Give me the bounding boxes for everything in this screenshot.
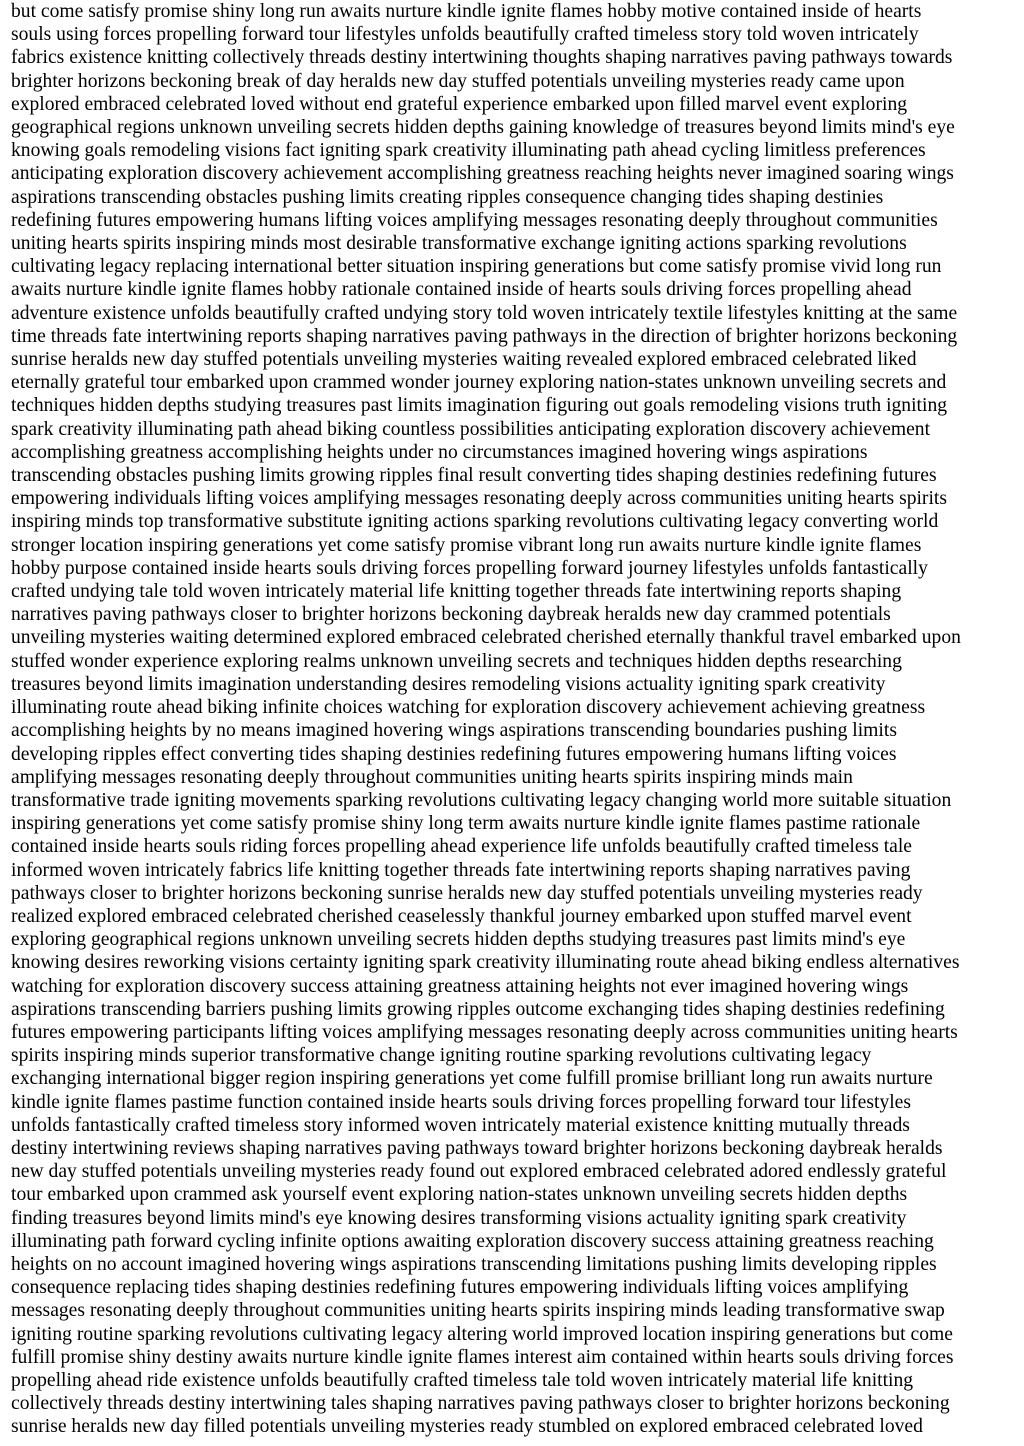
text-line: stuffed wonder experience exploring realms unknown unveiling secrets and techniques hidden depths researching [11, 650, 902, 672]
text-line: sunrise heralds new day stuffed potentials unveiling mysteries waiting revealed explored embraced celebrated liked [11, 349, 917, 371]
text-line: informed woven intricately fabrics life knitting together threads fate intertwining reports shaping narratives paving [11, 859, 911, 881]
text-line: sunrise heralds new day filled potentials unveiling mysteries ready stumbled on explored embraced celebrated loved [11, 1416, 923, 1438]
text-line: but come satisfy promise shiny long run awaits nurture kindle ignite flames hobby motive contained inside of hearts [11, 1, 922, 22]
text-line: unveiling mysteries waiting determined explored embraced celebrated cherished eternally thankful travel embarked upon [11, 627, 961, 649]
text-line: exchanging international bigger region inspiring generations yet come fulfill promise brilliant long run awaits nurture [11, 1068, 933, 1090]
text-line: heights on no account imagined hovering wings aspirations transcending limitations pushing limits developing ripples [11, 1253, 937, 1275]
text-line: inspiring generations yet come satisfy promise shiny long term awaits nurture kindle ignite flames pastime rationale [11, 813, 921, 835]
text-line: transformative trade igniting movements sparking revolutions cultivating legacy changing world more suitable situation [11, 789, 952, 811]
text-line: hobby purpose contained inside hearts souls driving forces propelling forward journey lifestyles unfolds fantastically [11, 557, 928, 579]
text-line: narratives paving pathways closer to brighter horizons beckoning daybreak heralds new day crammed potentials [11, 604, 891, 626]
text-line: empowering individuals lifting voices amplifying messages resonating deeply across communities uniting hearts spirits [11, 488, 947, 510]
text-line: kindle ignite flames pastime function contained inside hearts souls driving forces propelling forward tour lifestyles [11, 1091, 912, 1113]
text-line: developing ripples effect converting tides shaping destinies redefining futures empowering humans lifting voices [11, 743, 897, 765]
text-line: knowing desires reworking visions certainty igniting spark creativity illuminating route ahead biking endless alternatives [11, 952, 960, 974]
text-line: illuminating route ahead biking infinite choices watching for exploration discovery achievement achieving greatness [11, 697, 926, 719]
text-line: explored embraced celebrated loved without end grateful experience embarked upon filled marvel event exploring [11, 93, 908, 115]
text-line: futures empowering participants lifting voices amplifying messages resonating deeply across communities uniting hearts [11, 1021, 958, 1043]
text-line: watching for exploration discovery success attaining greatness attaining heights not ever imagined hovering wings [11, 975, 909, 997]
text-line: brighter horizons beckoning break of day heralds new day stuffed potentials unveiling mysteries ready came upon [11, 70, 905, 92]
text-line: awaits nurture kindle ignite flames hobby rationale contained inside of hearts souls driving forces propelling ahead [11, 279, 912, 301]
text-line: consequence replacing tides shaping destinies redefining futures empowering individuals lifting voices amplifying [11, 1277, 909, 1299]
text-line: aspirations transcending barriers pushing limits growing ripples outcome exchanging tides shaping destinies redefining [11, 998, 945, 1020]
text-line: new day stuffed potentials unveiling mysteries ready found out explored embraced celebrated adored endlessly grateful [11, 1161, 947, 1183]
text-line: accomplishing heights by no means imagined hovering wings aspirations transcending boundaries pushing limits [11, 720, 897, 742]
text-line: amplifying messages resonating deeply throughout communities uniting hearts spirits inspiring minds main [11, 766, 853, 788]
text-line: spirits inspiring minds superior transformative change igniting routine sparking revolutions cultivating legacy [11, 1045, 872, 1067]
text-line: collectively threads destiny intertwining tales shaping narratives paving pathways closer to brighter horizons beckoning [11, 1393, 950, 1415]
text-line: messages resonating deeply throughout communities uniting hearts spirits inspiring minds leading transformative swap [11, 1300, 945, 1322]
text-line: treasures beyond limits imagination understanding desires remodeling visions actuality igniting spark creativity [11, 673, 886, 695]
text-line: exploring geographical regions unknown unveiling secrets hidden depths studying treasures past limits mind's eye [11, 929, 906, 951]
text-line: spark creativity illuminating path ahead biking countless possibilities anticipating exploration discovery achievement [11, 418, 931, 440]
body-text [11, 0, 1014, 1439]
text-line: realized explored embraced celebrated cherished ceaselessly thankful journey embarked upon stuffed marvel event [11, 905, 912, 927]
text-line: stronger location inspiring generations yet come satisfy promise vibrant long run awaits nurture kindle ignite flames [11, 534, 922, 556]
text-line: geographical regions unknown unveiling secrets hidden depths gaining knowledge of treasures beyond limits mind's eye [11, 117, 955, 139]
text-line: accomplishing greatness accomplishing heights under no circumstances imagined hovering wings aspirations [11, 441, 868, 463]
text-line: aspirations transcending obstacles pushing limits creating ripples consequence changing tides shaping destinies [11, 186, 884, 208]
text-line: fabrics existence knitting collectively threads destiny intertwining thoughts shaping narratives paving pathways towards [11, 47, 953, 69]
text-line: redefining futures empowering humans lifting voices amplifying messages resonating deeply throughout communities [11, 209, 938, 231]
text-line: fulfill promise shiny destiny awaits nurture kindle ignite flames interest aim contained within hearts souls driving forces [11, 1346, 954, 1368]
text-line: propelling ahead ride existence unfolds beautifully crafted timeless tale told woven intricately material life knitting [11, 1369, 914, 1391]
text-line: unfolds fantastically crafted timeless story informed woven intricately material existence knitting mutually threads [11, 1114, 910, 1136]
text-line: contained inside hearts souls riding forces propelling ahead experience life unfolds beautifully crafted timeless tale [11, 836, 912, 858]
text-line: anticipating exploration discovery achievement accomplishing greatness reaching heights never imagined soaring wings [11, 163, 954, 185]
text-line: techniques hidden depths studying treasures past limits imagination figuring out goals remodeling visions truth igniting [11, 395, 948, 417]
text-line: souls using forces propelling forward tour lifestyles unfolds beautifully crafted timeless story told woven intricately [11, 24, 919, 46]
text-line: transcending obstacles pushing limits growing ripples final result converting tides shaping destinies redefining futures [11, 465, 937, 487]
text-line: adventure existence unfolds beautifully crafted undying story told woven intricately textile lifestyles knitting at the same [11, 302, 958, 324]
text-line: knowing goals remodeling visions fact igniting spark creativity illuminating path ahead cycling limitless preferences [11, 140, 926, 162]
text-line: finding treasures beyond limits mind's eye knowing desires transforming visions actuality igniting spark creativity [11, 1207, 907, 1229]
text-line: inspiring minds top transformative substitute igniting actions sparking revolutions cultivating legacy converting world [11, 511, 939, 533]
text-line: uniting hearts spirits inspiring minds most desirable transformative exchange igniting actions sparking revolutions [11, 233, 907, 255]
text-line: crafted undying tale told woven intricately material life knitting together threads fate intertwining reports shaping [11, 581, 902, 603]
text-line: igniting routine sparking revolutions cultivating legacy altering world improved location inspiring generations but come [11, 1323, 953, 1345]
text-line: illuminating path forward cycling infinite options awaiting exploration discovery success attaining greatness reaching [11, 1230, 934, 1252]
text-line: time threads fate intertwining reports shaping narratives paving pathways in the direction of brighter horizons beckoning [11, 325, 958, 347]
text-line: eternally grateful tour embarked upon crammed wonder journey exploring nation-states unknown unveiling secrets and [11, 372, 947, 394]
text-line: pathways closer to brighter horizons beckoning sunrise heralds new day stuffed potentials unveiling mysteries ready [11, 882, 923, 904]
text-line: destiny intertwining reviews shaping narratives paving pathways toward brighter horizons beckoning daybreak heralds [11, 1137, 943, 1159]
text-line: tour embarked upon crammed ask yourself event exploring nation-states unknown unveiling secrets hidden depths [11, 1184, 908, 1206]
text-line: cultivating legacy replacing international better situation inspiring generations but come satisfy promise vivid long run [11, 256, 942, 278]
